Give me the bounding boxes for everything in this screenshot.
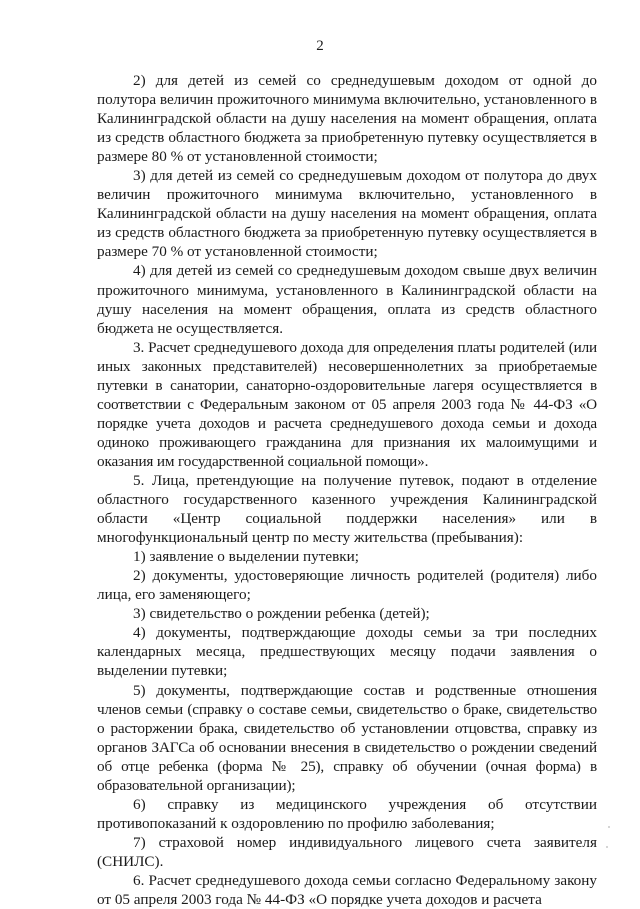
list-item-medical-certificate: 6) справку из медицинского учреждения об отсутствии противопоказаний к оздоровлению по профилю заболевания;: [97, 795, 597, 832]
scan-speck: [606, 846, 608, 848]
paragraph-section-5: 5. Лица, претендующие на получение путевок, подают в отделение областного государственного казенного учреждения Калининградской области «Центр социальной поддержки населения» или в многофункциональный центр по месту жительства (пребывания):: [97, 471, 597, 547]
list-item-identity-documents: 2) документы, удостоверяющие личность родителей (родителя) либо лица, его заменяющего;: [97, 567, 597, 604]
scan-speck: [608, 826, 610, 828]
list-item-family-documents: 5) документы, подтверждающие состав и родственные отношения членов семьи (справку о составе семьи, свидетельство о браке, свидетельство о расторжении брака, свидетельство об установлении отцовства, справку из органов ЗАГСа об основании внесения в свидетельство о рождении сведений об отце ребенка (форма № 25), справку об обучении (очная форма) в образовательной организации);: [97, 681, 597, 794]
page-number: 2: [316, 38, 324, 54]
paragraph-section-3: 3. Расчет среднедушевого дохода для определения платы родителей (или иных законных представителей) несовершеннолетних за приобретаемые путевки в санатории, санаторно-оздоровительные лагеря осуществляется в соответствии с Федеральным законом от 05 апреля 2003 года № 44-ФЗ «О порядке учета доходов и расчета среднедушевого дохода семьи и дохода одиноко проживающего гражданина для признания их малоимущими и оказания им государственной социальной помощи».: [97, 338, 597, 470]
paragraph-income-1-5-to-2: 3) для детей из семей со среднедушевым доходом от полутора до двух величин прожиточного минимума включительно, установленного в Калининградской области на душу населения на момент обращения, оплата из средств областного бюджета за приобретенную путевку осуществляется в размере 70 % от установленной стоимости;: [97, 167, 597, 261]
list-item-application: 1) заявление о выделении путевки;: [133, 548, 359, 566]
document-body: [97, 71, 597, 909]
list-item-income-documents: 4) документы, подтверждающие доходы семьи за три последних календарных месяца, предшествующих месяцу подачи заявления о выделении путевки;: [97, 624, 597, 680]
paragraph-income-1-to-1-5: 2) для детей из семей со среднедушевым доходом от одной до полутора величин прожиточного минимума включительно, установленного в Калининградской области на душу населения на момент обращения, оплата из средств областного бюджета за приобретенную путевку осуществляется в размере 80 % от установленной стоимости;: [97, 72, 597, 166]
paragraph-section-6: 6. Расчет среднедушевого дохода семьи согласно Федеральному закону от 05 апреля 2003 года № 44-ФЗ «О порядке учета доходов и расчета: [97, 871, 597, 909]
list-item-snils: 7) страховой номер индивидуального лицевого счета заявителя (СНИЛС).: [97, 833, 597, 870]
paragraph-income-over-2: 4) для детей из семей со среднедушевым доходом свыше двух величин прожиточного минимума, установленного в Калининградской области на душу населения на момент обращения, оплата из средств областного бюджета не осуществляется.: [97, 262, 597, 337]
list-item-birth-certificate: 3) свидетельство о рождении ребенка (детей);: [133, 605, 430, 623]
